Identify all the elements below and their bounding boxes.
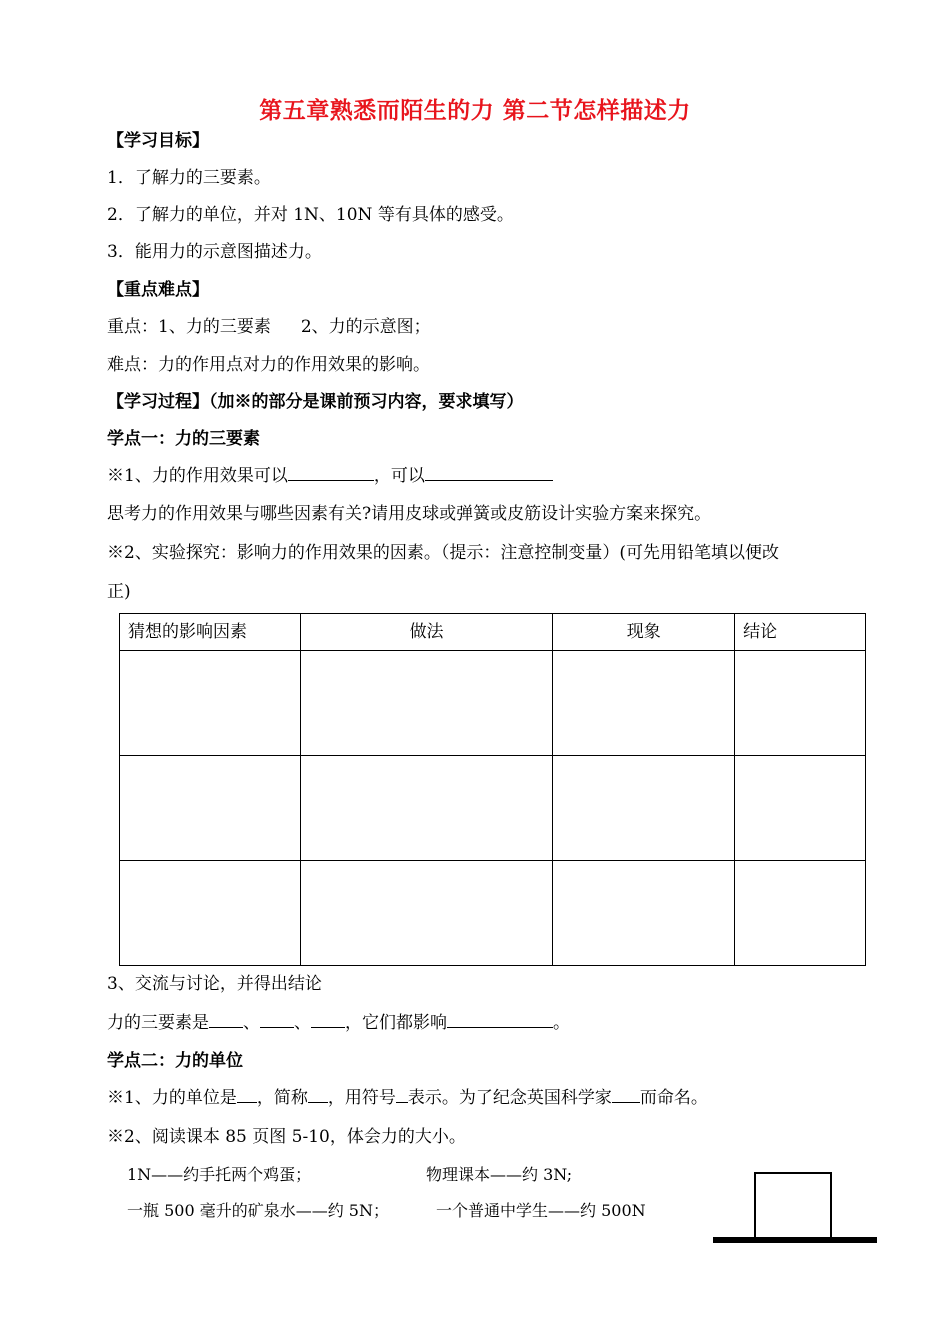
answer-blank[interactable] xyxy=(447,1010,553,1028)
table-header-row xyxy=(120,614,866,651)
objective-item-2: 2．了解力的单位，并对 1N、10N 等有具体的感受。 xyxy=(107,205,514,225)
table-cell[interactable] xyxy=(735,756,866,861)
point1-heading: 学点一：力的三要素 xyxy=(107,429,260,449)
fill-sep-1: 、 xyxy=(243,1013,260,1033)
page-title: 第五章熟悉而陌生的力 第二节怎样描述力 xyxy=(259,97,691,124)
fill-sep-2: 、 xyxy=(294,1013,311,1033)
point1-q2-line1: ※2、实验探究：影响力的作用效果的因素。（提示：注意控制变量）(可先用铅笔填以便改 xyxy=(107,543,779,563)
table-row xyxy=(120,861,866,966)
table-cell[interactable] xyxy=(735,861,866,966)
force-example-1: 1N——约手托两个鸡蛋； xyxy=(127,1165,312,1184)
force-example-3: 一瓶 500 毫升的矿泉水——约 5N； xyxy=(127,1201,389,1220)
table-cell[interactable] xyxy=(120,861,301,966)
table-cell[interactable] xyxy=(553,756,735,861)
table-cell[interactable] xyxy=(300,651,553,756)
table-cell[interactable] xyxy=(120,756,301,861)
point2-q1-text-d: 表示。为了纪念英国科学家 xyxy=(407,1088,612,1108)
header-phenomenon: 现象 xyxy=(553,614,735,651)
block-on-surface-figure xyxy=(754,1172,832,1240)
point2-q1-text-c: ，用符号 xyxy=(327,1088,396,1108)
header-method: 做法 xyxy=(300,614,553,651)
point2-heading: 学点二：力的单位 xyxy=(107,1051,243,1071)
fill-end: 。 xyxy=(553,1013,570,1033)
answer-blank[interactable] xyxy=(260,1010,294,1028)
answer-blank[interactable] xyxy=(209,1010,243,1028)
force-example-2: 物理课本——约 3N; xyxy=(426,1165,573,1184)
focus-label: 重点： xyxy=(107,317,158,337)
focus-line xyxy=(107,312,431,337)
point1-q1 xyxy=(107,461,553,486)
table-cell[interactable] xyxy=(553,861,735,966)
table-cell[interactable] xyxy=(300,861,553,966)
objective-item-1: 1．了解力的三要素。 xyxy=(107,168,271,188)
table-cell[interactable] xyxy=(735,651,866,756)
answer-blank[interactable] xyxy=(396,1085,408,1103)
experiment-table xyxy=(119,613,866,966)
answer-blank[interactable] xyxy=(288,463,374,481)
objectives-heading: 【学习目标】 xyxy=(107,131,209,151)
fill-text-a: 力的三要素是 xyxy=(107,1013,209,1033)
focus-item-a: 1、力的三要素 xyxy=(158,317,271,337)
keypoints-heading: 【重点难点】 xyxy=(107,280,209,300)
table-row xyxy=(120,651,866,756)
point2-q1-text-b: ，简称 xyxy=(256,1088,308,1108)
ground-surface-line xyxy=(713,1237,877,1243)
point1-q2-line2: 正) xyxy=(107,582,131,602)
answer-blank[interactable] xyxy=(308,1085,328,1103)
point1-q1-text-a: ※1、力的作用效果可以 xyxy=(107,466,288,486)
point1-fill xyxy=(107,1008,570,1033)
table-row xyxy=(120,756,866,861)
table-cell[interactable] xyxy=(553,651,735,756)
point2-q2: ※2、阅读课本 85 页图 5-10，体会力的大小。 xyxy=(107,1127,466,1147)
table-cell[interactable] xyxy=(300,756,553,861)
point2-q1 xyxy=(107,1083,708,1108)
point1-q3: 3、交流与讨论，并得出结论 xyxy=(107,974,322,994)
process-heading: 【学习过程】（加※的部分是课前预习内容，要求填写） xyxy=(107,392,524,412)
answer-blank[interactable] xyxy=(237,1085,257,1103)
force-example-4: 一个普通中学生——约 500N xyxy=(436,1201,646,1220)
point1-think: 思考力的作用效果与哪些因素有关?请用皮球或弹簧或皮筋设计实验方案来探究。 xyxy=(107,504,712,524)
answer-blank[interactable] xyxy=(612,1085,640,1103)
focus-item-b: 2、力的示意图； xyxy=(300,317,431,337)
answer-blank[interactable] xyxy=(311,1010,345,1028)
table-cell[interactable] xyxy=(120,651,301,756)
objective-item-3: 3．能用力的示意图描述力。 xyxy=(107,242,322,262)
answer-blank[interactable] xyxy=(425,463,553,481)
point1-q1-text-b: ，可以 xyxy=(373,466,425,486)
header-factor: 猜想的影响因素 xyxy=(120,614,301,651)
header-conclusion: 结论 xyxy=(735,614,866,651)
fill-text-b: ，它们都影响 xyxy=(345,1013,447,1033)
point2-q1-text-a: ※1、力的单位是 xyxy=(107,1088,237,1108)
point2-q1-text-e: 而命名。 xyxy=(639,1088,708,1108)
difficulty-line: 难点：力的作用点对力的作用效果的影响。 xyxy=(107,355,430,375)
